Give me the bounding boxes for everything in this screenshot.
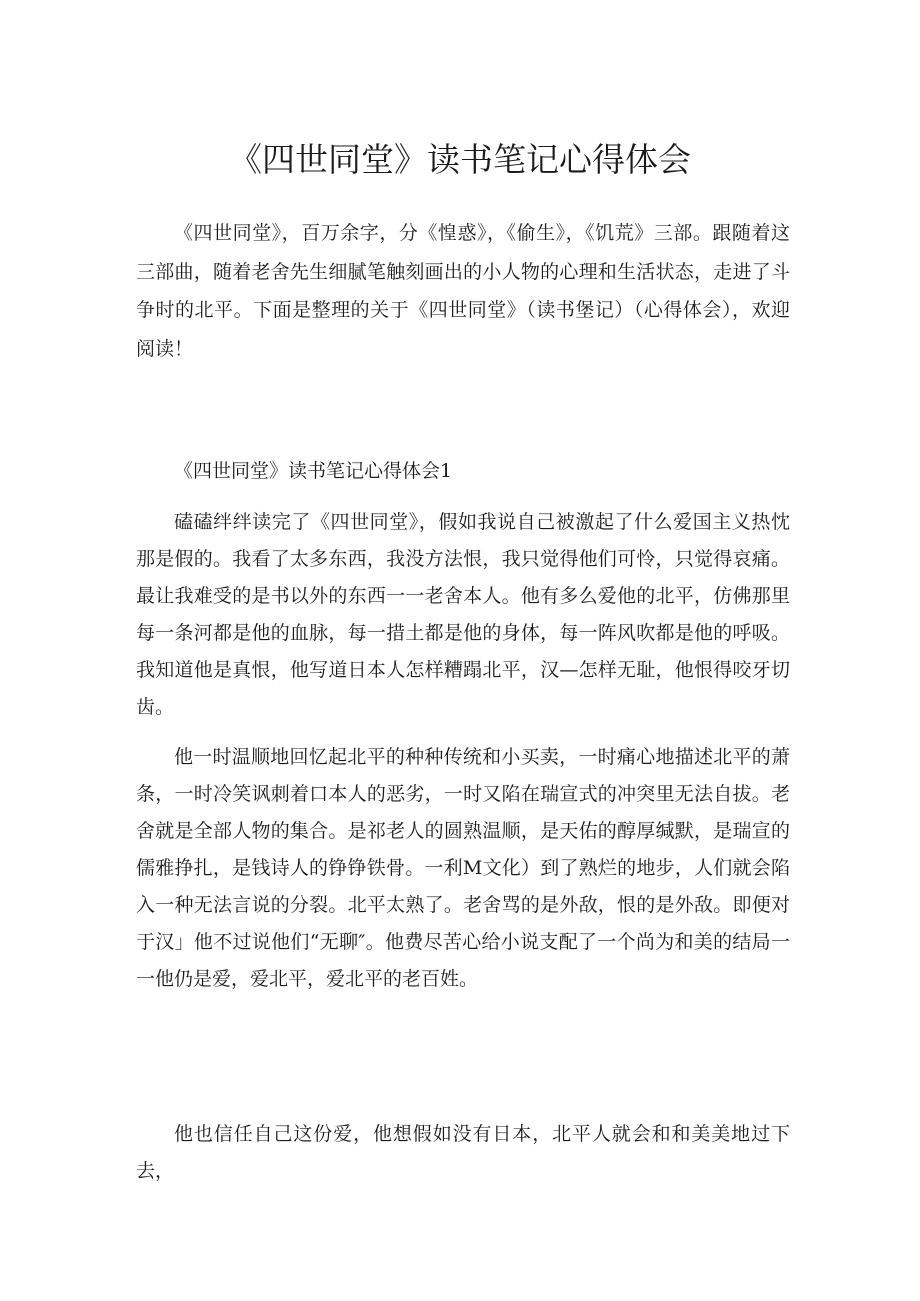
body-paragraph-2: 他一时温顺地回忆起北平的种种传统和小买卖，一时痛心地描述北平的萧条，一时冷笑讽刺着口本人的恶劣，一时又陷在瑞宣式的冲突里无法自拔。老舍就是全部人物的集合。是祁老人的圆熟温顺，是天佑的醇厚缄默，是瑞宣的儒雅挣扎，是钱诗人的铮铮铁骨。一利M文化）到了熟烂的地步，人们就会陷入一种无法言说的分裂。北平太熟了。老舍骂的是外敌，恨的是外敌。即便对于汉」他不过说他们“无聊″。他费尽苦心给小说支配了一个尚为和美的结局一一他仍是爱，爱北平，爱北平的老百姓。: [136, 746, 790, 990]
section-heading: 《四世同堂》读书笔记心得体会1: [174, 460, 453, 482]
body-paragraph-3: 他也信任自己这份爱，他想假如没有日本，北平人就会和和美美地过下去，: [136, 1123, 790, 1182]
document-title: 《四世同堂》读书笔记心得体会: [229, 140, 691, 179]
body-paragraph-1: 磕磕绊绊读完了《四世同堂》，假如我说自己被激起了什么爱国主义热忱那是假的。我看了太多东西，我没方法恨，我只觉得他们可怜，只觉得哀痛。最让我难受的是书以外的东西一一老舍本人。他有多么爱他的北平，仿佛那里每一条河都是他的血脉，每一措土都是他的身体，每一阵风吹都是他的呼吸。我知道他是真恨，他写道日本人怎样糟蹋北平，汉—怎样无耻，他恨得咬牙切齿。: [136, 511, 790, 718]
intro-paragraph: 《四世同堂》，百万余字，分《惶惑》，《偷生》，《饥荒》三部。跟随着这三部曲，随着老舍先生细腻笔触刻画出的小人物的心理和生活状态，走进了斗争时的北平。下面是整理的关于《四世同堂》（读书堡记）（心得体会），欢迎阅读！: [136, 222, 790, 360]
